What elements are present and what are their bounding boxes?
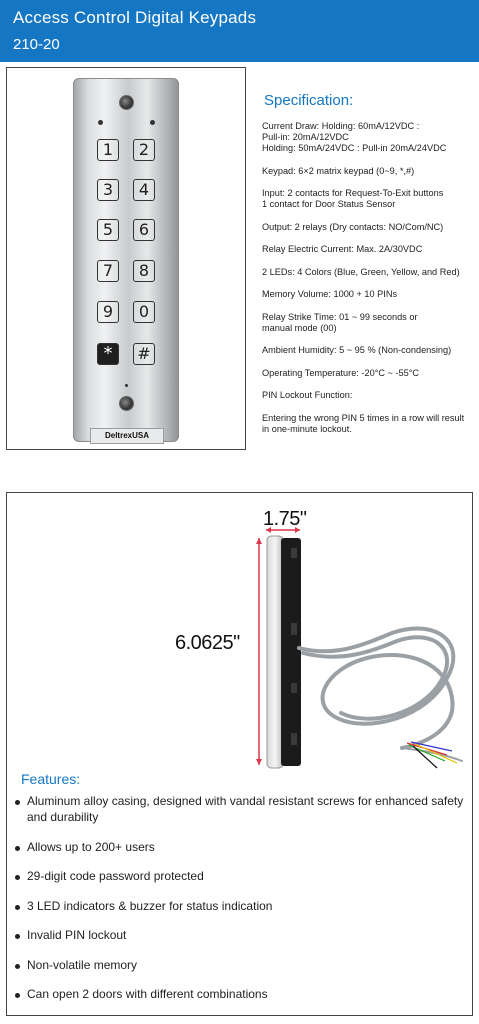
spec-memory: Memory Volume: 1000 + 10 PINs <box>262 289 398 299</box>
bullet-icon <box>15 964 20 969</box>
led-left-icon <box>98 120 103 125</box>
spec-humidity: Ambient Humidity: 5 ~ 95 % (Non-condensing) <box>262 345 452 355</box>
spec-lockout-detail: Entering the wrong PIN 5 times in a row will result in one-minute lockout. <box>262 412 465 434</box>
list-item <box>15 839 465 855</box>
key-3: 3 <box>97 179 119 201</box>
key-star: * <box>97 343 119 365</box>
bottom-screw-icon <box>119 396 134 411</box>
bullet-icon <box>15 905 20 910</box>
keypad-back-housing <box>281 538 301 766</box>
header-banner <box>0 0 479 62</box>
list-item <box>15 986 465 1002</box>
spec-leds: 2 LEDs: 4 Colors (Blue, Green, Yellow, and Red) <box>262 266 460 277</box>
feature-text: 3 LED indicators & buzzer for status indication <box>27 898 273 913</box>
key-hash: # <box>133 343 155 365</box>
features-list <box>15 793 465 1016</box>
specification-list <box>262 121 476 446</box>
key-6: 6 <box>133 219 155 241</box>
list-item <box>15 957 465 973</box>
list-item <box>15 868 465 884</box>
width-dimension-label: 1.75" <box>263 508 307 530</box>
list-item <box>15 793 465 825</box>
list-item <box>15 927 465 943</box>
feature-text: Invalid PIN lockout <box>27 928 127 942</box>
key-7: 7 <box>97 260 119 282</box>
bullet-icon <box>15 934 20 939</box>
spec-current-draw: Current Draw: Holding: 60mA/12VDC : Pull-in: 20mA/12VDC Holding: 50mA/24VDC : Pull-in 20mA/24VDC <box>262 121 447 153</box>
height-dimension-label: 6.0625" <box>175 632 240 654</box>
key-2: 2 <box>133 139 155 161</box>
feature-text: Can open 2 doors with different combinations <box>27 987 268 1001</box>
feature-text: Non-volatile memory <box>27 957 138 972</box>
spec-strike-time: Relay Strike Time: 01 ~ 99 seconds or manual mode (00) <box>262 311 418 333</box>
model-number: 210-20 <box>13 36 60 53</box>
keypad-image <box>73 78 179 442</box>
features-heading: Features: <box>21 771 81 787</box>
bullet-icon <box>15 993 20 998</box>
spec-lockout: PIN Lockout Function: <box>262 390 353 400</box>
dimensions-features-box <box>6 492 473 1016</box>
spec-keypad: Keypad: 6×2 matrix keypad (0~9, *,#) <box>262 165 415 176</box>
key-9: 9 <box>97 301 119 323</box>
list-item <box>15 898 465 914</box>
side-view-diagram <box>7 493 474 778</box>
spec-relay-current: Relay Electric Current: Max. 2A/30VDC <box>262 244 423 254</box>
product-photo-box <box>6 67 246 450</box>
page-title: Access Control Digital Keypads <box>13 8 257 27</box>
keypad-face-edge <box>267 536 283 768</box>
spec-temperature: Operating Temperature: -20°C ~ -55°C <box>262 367 420 378</box>
specification-heading: Specification: <box>264 92 354 109</box>
led-bottom-icon <box>125 384 128 387</box>
wire-cable-icon <box>299 629 462 761</box>
key-4: 4 <box>133 179 155 201</box>
bullet-icon <box>15 875 20 880</box>
key-5: 5 <box>97 219 119 241</box>
bullet-icon <box>15 800 20 805</box>
feature-text: Allows up to 200+ users <box>27 839 155 854</box>
key-0: 0 <box>133 301 155 323</box>
feature-text: Aluminum alloy casing, designed with vandal resistant screws for enhanced safety and durability <box>27 794 464 824</box>
spec-output: Output: 2 relays (Dry contacts: NO/Com/NC) <box>262 221 444 232</box>
bullet-icon <box>15 846 20 851</box>
brand-label: DeltrexUSA <box>90 428 164 444</box>
feature-text: 29-digit code password protected <box>27 869 204 883</box>
spec-input: Input: 2 contacts for Request-To-Exit buttons 1 contact for Door Status Sensor <box>262 188 444 209</box>
key-1: 1 <box>97 139 119 161</box>
led-right-icon <box>150 120 155 125</box>
key-8: 8 <box>133 260 155 282</box>
top-screw-icon <box>119 95 134 110</box>
